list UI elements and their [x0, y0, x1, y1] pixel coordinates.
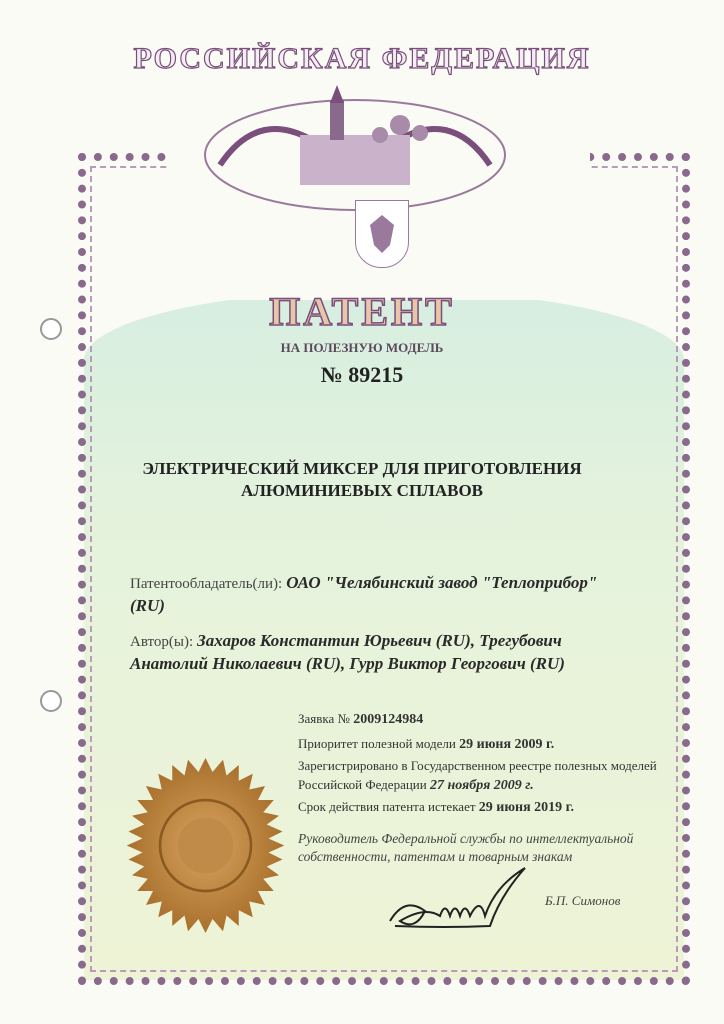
expiry-date: 29 июня 2019 г. — [478, 800, 574, 815]
punch-hole — [40, 690, 62, 712]
country-heading: РОССИЙСКАЯ ФЕДЕРАЦИЯ — [133, 42, 591, 75]
document-subtitle: НА ПОЛЕЗНУЮ МОДЕЛЬ — [280, 340, 444, 355]
holder-value: ОАО "Челябинский завод "Теплоприбор" (RU) — [130, 573, 598, 615]
application-label: Заявка № — [298, 711, 350, 726]
registered-label: Зарегистрировано в Государственном реестре полезных моделей Российской Федерации — [298, 758, 657, 792]
gold-seal-icon — [118, 758, 293, 933]
authors — [130, 630, 630, 676]
priority-label: Приоритет полезной модели — [298, 735, 456, 751]
document-type: ПАТЕНТ — [269, 289, 455, 334]
patent-holder — [130, 572, 630, 618]
expiry-label: Срок действия патента истекает — [298, 799, 476, 814]
patent-number: № 89215 — [320, 362, 404, 387]
registration-facts — [298, 710, 678, 818]
registered-row — [298, 757, 678, 795]
invention-title — [0, 458, 724, 502]
priority-date: 29 июня 2009 г. — [459, 736, 555, 752]
application-number: 2009124984 — [353, 712, 424, 727]
signature — [385, 866, 535, 936]
authors-value: Захаров Константин Юрьевич (RU), Трегубович Анатолий Николаевич (RU), Гурр Виктор Георгович (RU) — [130, 631, 565, 673]
holder-label: Патентообладатель(ли): — [130, 576, 283, 592]
title-line: АЛЮМИНИЕВЫХ СПЛАВОВ — [240, 481, 484, 500]
registered-date: 27 ноября 2009 г. — [429, 777, 534, 793]
priority-row — [298, 735, 678, 755]
signatory-position: Руководитель Федеральной службы по интеллектуальной собственности, патентам и товарным знакам — [298, 831, 634, 864]
authors-label: Автор(ы): — [130, 634, 194, 650]
coat-of-arms-icon — [355, 200, 409, 268]
application-row — [298, 710, 678, 730]
title-line: ЭЛЕКТРИЧЕСКИЙ МИКСЕР ДЛЯ ПРИГОТОВЛЕНИЯ — [142, 459, 582, 478]
expiry-row — [298, 798, 678, 818]
signatory-name: Б.П. Симонов — [545, 893, 621, 908]
